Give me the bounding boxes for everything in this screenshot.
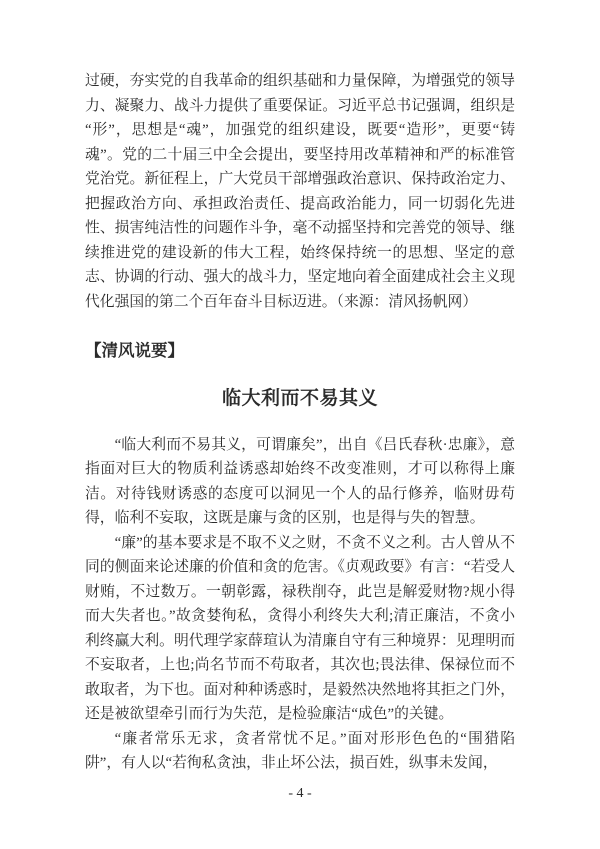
article-paragraph-2: “廉”的基本要求是不取不义之财，不贪不义之利。古人曾从不同的侧面来论述廉的价值和贪的危害。《贞观政要》有言：“若受人财贿，不过数万。一朝彰露，禄秩削夺，此岂是解爱财物?规小得而大失者也。”故贪婪徇私，贪得小利终失大利;清正廉洁，不贪小利终赢大利。明代理学家薛瑄认为清廉自守有三种境界：见理明而不妄取者，上也;尚名节而不苟取者，其次也;畏法律、保禄位而不敢取者，为下也。面对种种诱惑时，是毅然决然地将其拒之门外，还是被欲望牵引而行为失范，是检验廉洁“成色”的关键。 [85, 534, 515, 722]
article-paragraph-1: “临大利而不易其义，可谓廉矣”，出自《吕氏春秋·忠廉》，意指面对巨大的物质利益诱惑却始终不改变准则，才可以称得上廉洁。对待钱财诱惑的态度可以洞见一个人的品行修养，临财毋苟得，临利不妄取，这既是廉与贪的区别，也是得与失的智慧。 [85, 436, 515, 526]
intro-paragraph: 过硬，夯实党的自我革命的组织基础和力量保障，为增强党的领导力、凝聚力、战斗力提供了重要保证。习近平总书记强调，组织是“形”，思想是“魂”，加强党的组织建设，既要“造形”，更要“铸魂”。党的二十届三中全会提出，要坚持用改革精神和严的标准管党治党。新征程上，广大党员干部增强政治意识、保持政治定力、把握政治方向、承担政治责任、提高政治能力，同一切弱化先进性、损害纯洁性的问题作斗争，毫不动摇坚持和完善党的领导、继续推进党的建设新的伟大工程，始终保持统一的思想、坚定的意志、协调的行动、强大的战斗力，坚定地向着全面建成社会主义现代化强国的第二个百年奋斗目标迈进。（来源：清风扬帆网） [85, 73, 515, 310]
section-label: 【清风说要】 [85, 341, 184, 360]
page-number: - 4 - [288, 785, 312, 801]
article-body [85, 433, 515, 776]
article-title: 临大利而不易其义 [221, 387, 378, 409]
article-paragraph-3: “廉者常乐无求，贪者常忧不足。”面对形形色色的“围猎陷阱”，有人以“若徇私贪浊，非止坏公法，损百姓，纵事未发闻， [85, 730, 515, 771]
